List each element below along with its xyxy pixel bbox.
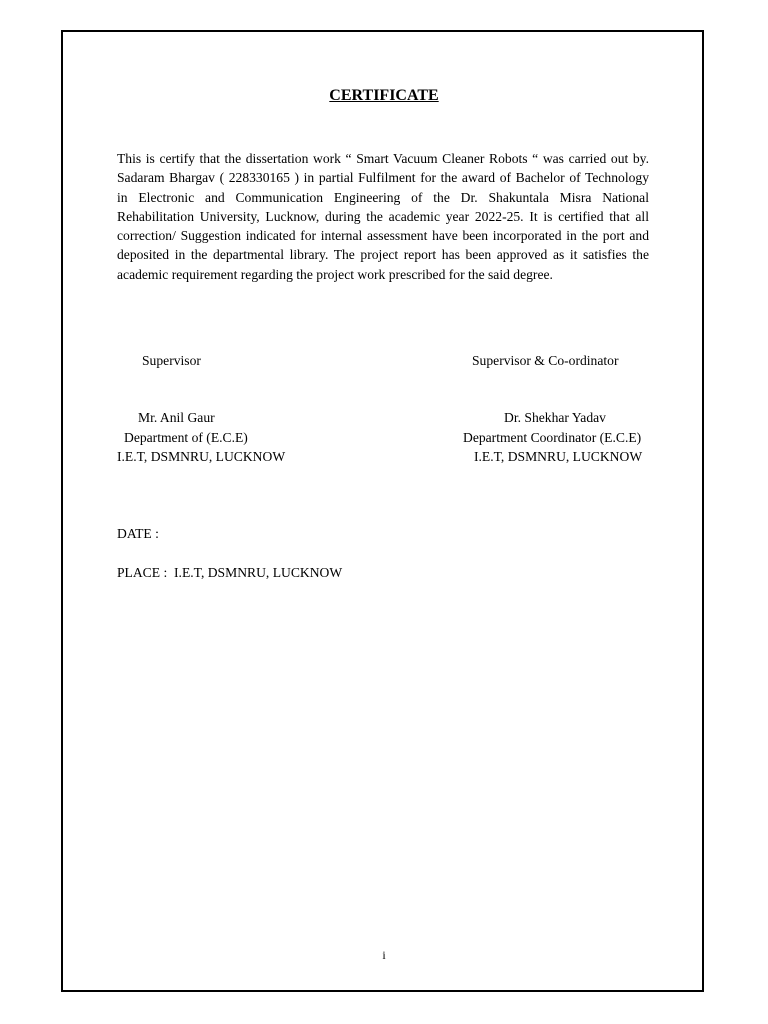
certificate-heading: CERTIFICATE [329,87,439,104]
left-signatory-department: Department of (E.C.E) [124,430,248,445]
body-line: academic requirement regarding the project work prescribed for the said degree. [117,266,553,282]
left-signatory-name: Mr. Anil Gaur [138,410,215,425]
body-line: in Electronic and Communication Engineering of the Dr. Shakuntala Misra National [117,189,649,205]
body-line: Rehabilitation University, Lucknow, during the academic year 2022-25. It is certified that all [117,208,649,224]
body-line: Sadaram Bhargav ( 228330165 ) in partial Fulfilment for the award of Bachelor of Technology [117,170,649,186]
place-label: PLACE : I.E.T, DSMNRU, LUCKNOW [117,565,343,580]
page-number: i [382,948,386,962]
certificate-body [117,149,649,284]
date-label: DATE : [117,526,159,541]
right-signatory-role: Supervisor & Co-ordinator [472,353,619,368]
body-line: This is certify that the dissertation work “ Smart Vacuum Cleaner Robots “ was carried out by. [117,151,649,166]
right-signatory-name: Dr. Shekhar Yadav [504,410,606,425]
left-signatory-role: Supervisor [142,353,201,368]
body-line: correction/ Suggestion indicated for internal assessment have been incorporated in the port and [117,228,649,244]
right-signatory-department: Department Coordinator (E.C.E) [463,430,642,445]
left-signatory-institute: I.E.T, DSMNRU, LUCKNOW [117,449,286,464]
right-signatory-institute: I.E.T, DSMNRU, LUCKNOW [474,449,643,464]
body-line: deposited in the departmental library. The project report has been approved as it satisfies the [117,247,649,263]
